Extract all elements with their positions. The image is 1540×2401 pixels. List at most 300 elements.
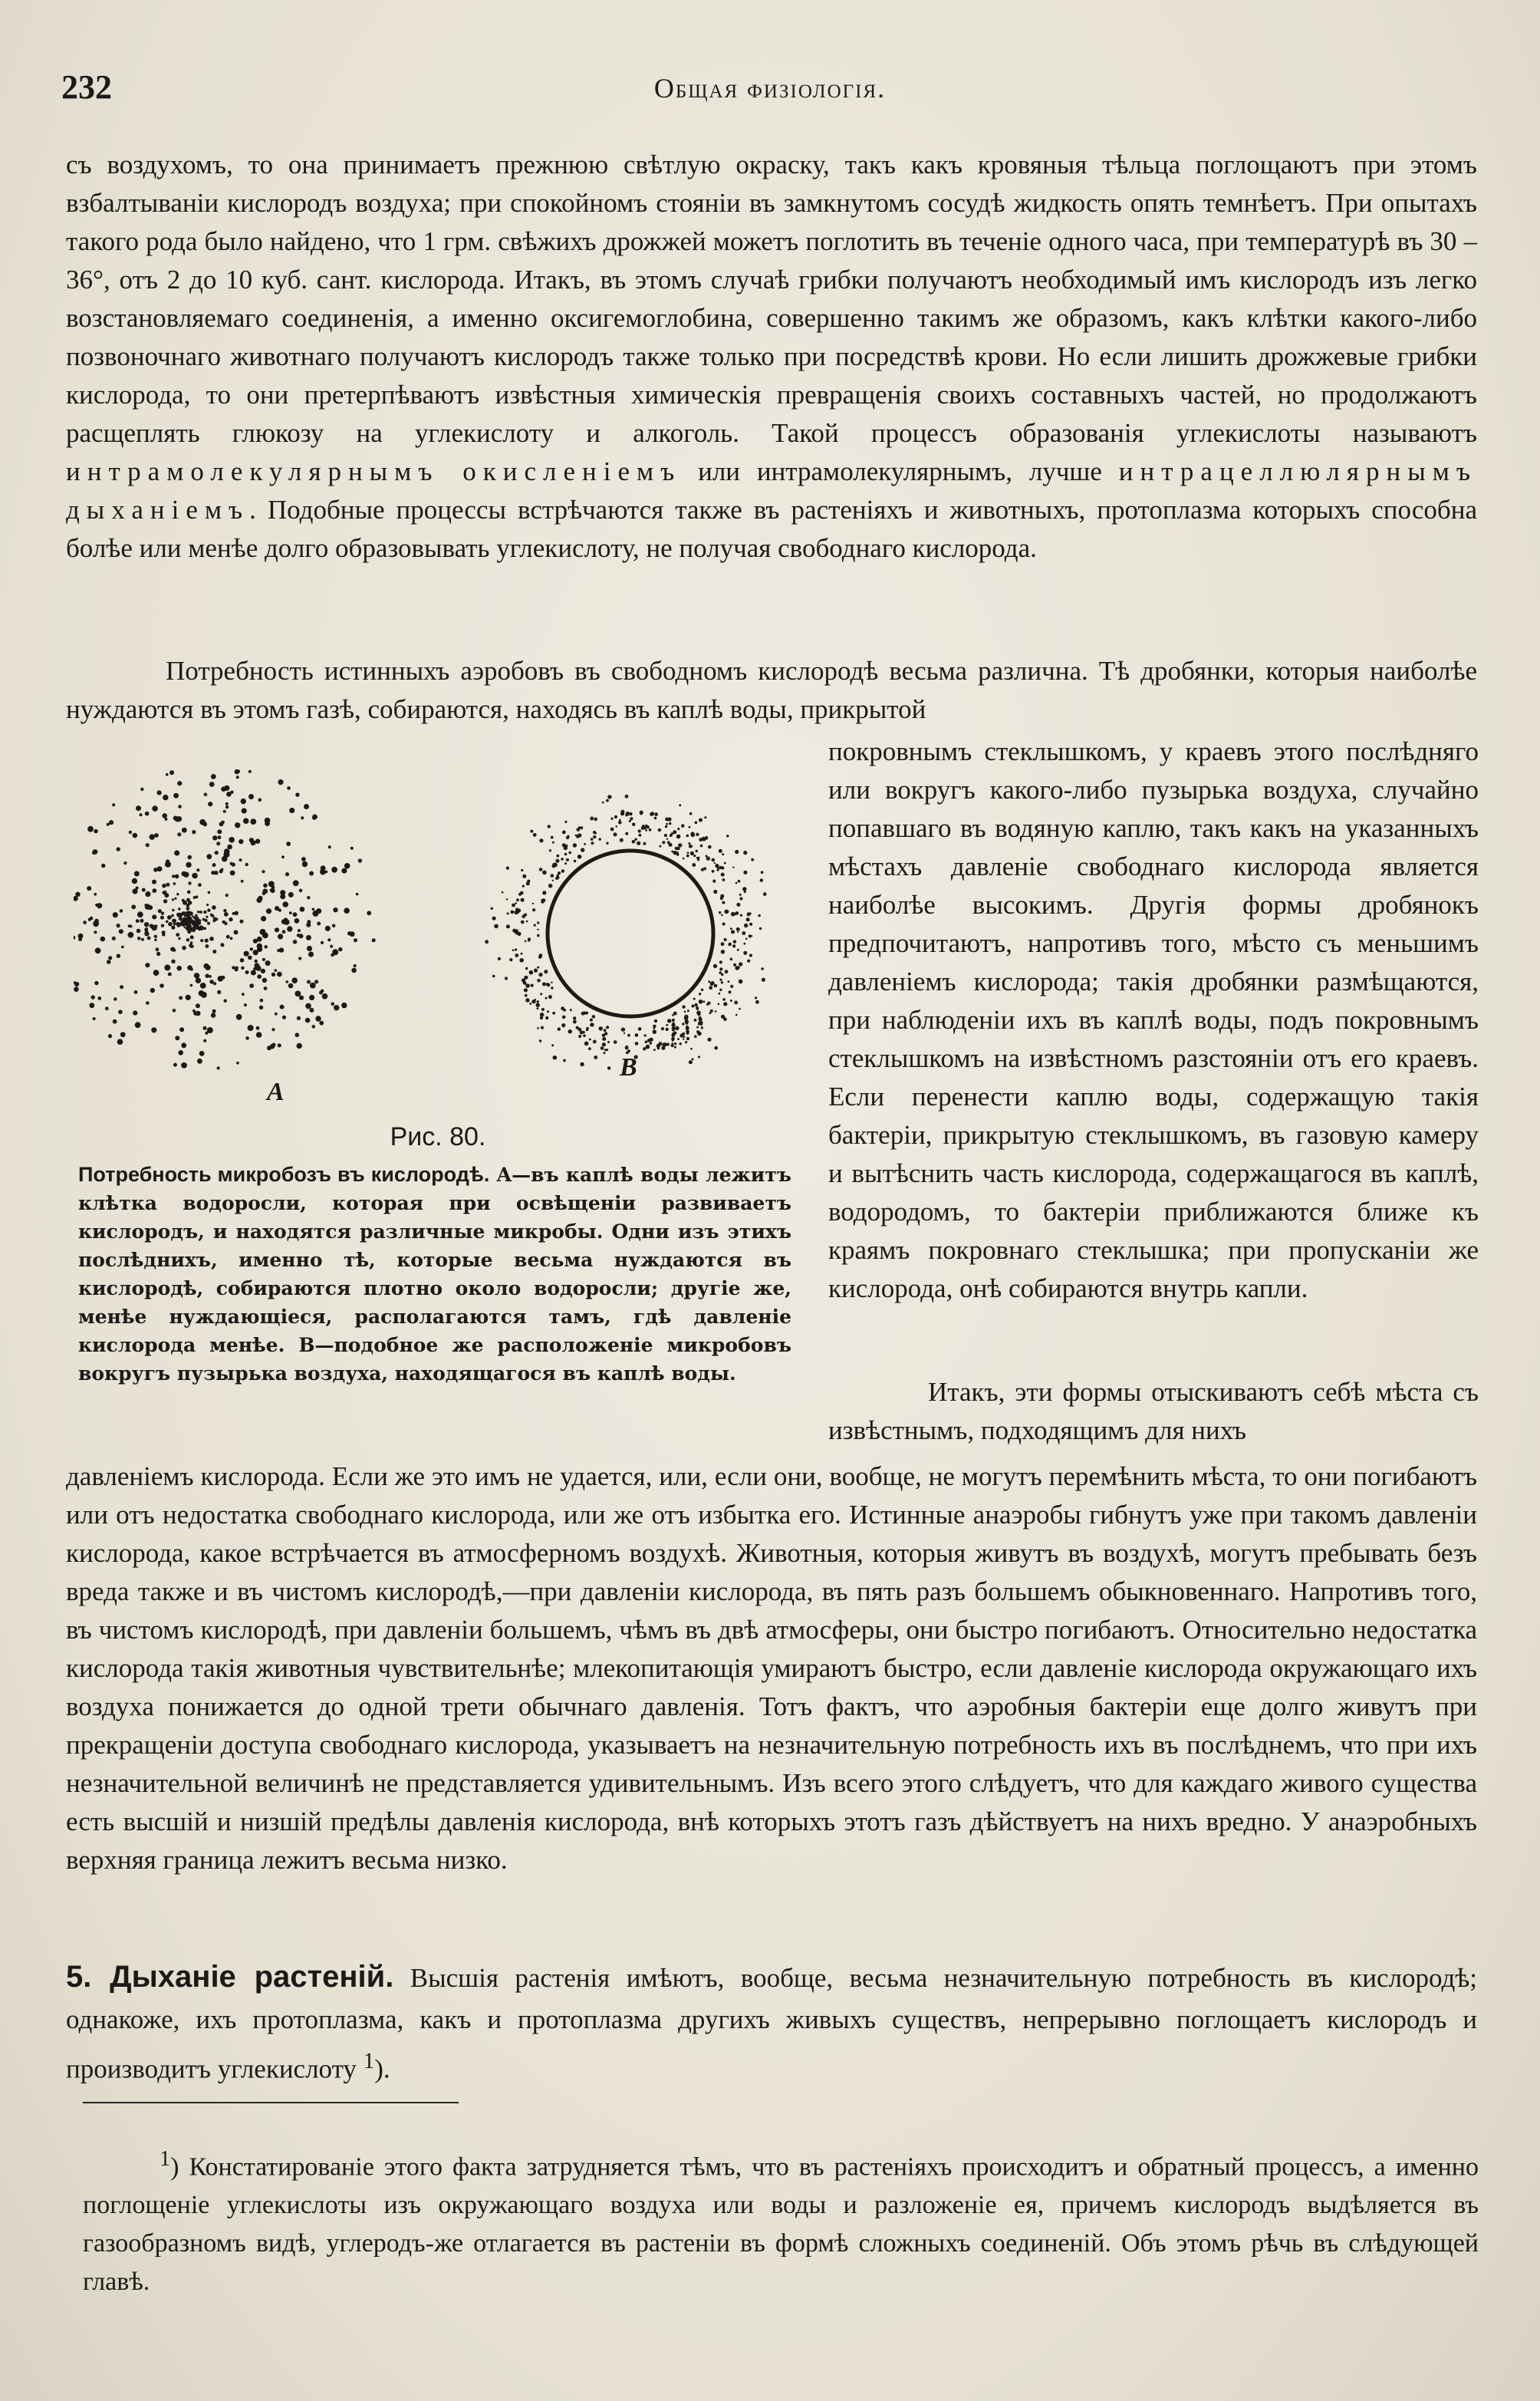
microbe-dot bbox=[591, 838, 594, 841]
microbe-dot bbox=[552, 865, 556, 868]
microbe-dot bbox=[709, 986, 712, 990]
microbe-dot bbox=[694, 1019, 697, 1022]
microbe-dot bbox=[152, 914, 156, 919]
microbe-dot bbox=[706, 856, 710, 860]
microbe-dot bbox=[136, 919, 140, 923]
microbe-dot bbox=[721, 950, 725, 953]
microbe-dot bbox=[144, 931, 149, 936]
microbe-dot bbox=[222, 856, 228, 862]
microbe-dot bbox=[164, 964, 170, 970]
microbe-dot bbox=[107, 960, 111, 964]
microbe-dot bbox=[177, 781, 182, 786]
microbe-dot bbox=[512, 949, 515, 951]
microbe-dot bbox=[547, 983, 551, 987]
microbe-dot bbox=[695, 822, 698, 825]
microbe-dot bbox=[224, 786, 229, 791]
paragraph-2-continuation: покровнымъ стеклышкомъ, у краевъ этого послѣдняго или вокругъ какого-либо пузырька воздуха, случайно попавшаго въ водяную каплю, такъ какъ на указанныхъ мѣстахъ давленіе свободнаго кислорода является наиболѣе высокимъ. Другія формы дробянокъ предпочитаютъ, напротивъ того, мѣсто съ меньшимъ давленіемъ кислорода; такія дробянки размѣщаются, при наблюденіи ихъ въ каплѣ воды, подъ покровнымъ стеклышкомъ на извѣстномъ разстояніи отъ его краевъ. Если перенести каплю воды, содержащую такія бактеріи, прикрытую стеклышкомъ, въ газовую камеру и вытѣснить часть кислорода, содержащагося въ каплѣ, водородомъ, то бактеріи приближаются ближе къ краямъ покровнаго стеклышка; при пропусканіи же кислорода, онѣ собираются внутрь капли. bbox=[828, 736, 1479, 1303]
microbe-dot bbox=[689, 1060, 693, 1064]
microbe-dot bbox=[212, 1009, 216, 1013]
microbe-dot bbox=[515, 902, 517, 904]
microbe-dot bbox=[182, 871, 187, 877]
microbe-dot bbox=[722, 901, 725, 904]
microbe-dot bbox=[675, 1026, 679, 1030]
microbe-dot bbox=[629, 820, 631, 822]
microbe-dot bbox=[509, 958, 512, 961]
microbe-dot bbox=[593, 835, 596, 838]
microbe-dot bbox=[564, 853, 568, 856]
microbe-dot bbox=[542, 891, 546, 894]
microbe-dot bbox=[521, 898, 525, 902]
microbe-dot bbox=[763, 892, 767, 896]
microbe-dot bbox=[524, 988, 528, 992]
microbe-dot bbox=[662, 841, 665, 844]
microbe-dot bbox=[516, 898, 519, 901]
microbe-dot bbox=[698, 1056, 700, 1058]
microbe-dot bbox=[610, 818, 613, 820]
microbe-dot bbox=[711, 981, 715, 985]
term-intramolecular-oxidation: интрамолекулярнымъ окисленіемъ bbox=[66, 456, 682, 486]
microbe-dot bbox=[215, 851, 219, 855]
microbe-dot bbox=[172, 919, 176, 923]
microbe-dot bbox=[147, 937, 151, 940]
microbe-dot bbox=[176, 966, 182, 971]
microbe-dot bbox=[248, 1025, 254, 1031]
microbe-dot bbox=[719, 911, 721, 914]
microbe-dot bbox=[592, 1015, 595, 1018]
microbe-dot bbox=[101, 864, 105, 868]
microbe-dot bbox=[225, 894, 229, 897]
microbe-dot bbox=[602, 802, 604, 804]
microbe-dot bbox=[678, 843, 682, 847]
microbe-dot bbox=[236, 776, 239, 779]
microbe-dot bbox=[295, 792, 299, 796]
microbe-dot bbox=[219, 822, 224, 826]
page-number: 232 bbox=[61, 68, 112, 106]
microbe-dot bbox=[666, 838, 668, 840]
microbe-dot bbox=[533, 833, 537, 837]
microbe-dot bbox=[254, 963, 259, 968]
microbe-dot bbox=[660, 845, 662, 848]
microbe-dot bbox=[540, 993, 542, 995]
microbe-dot bbox=[169, 770, 174, 775]
microbe-dot bbox=[532, 908, 535, 911]
microbe-dot bbox=[172, 898, 174, 901]
microbe-dot bbox=[174, 897, 176, 900]
microbe-dot bbox=[189, 944, 192, 947]
microbe-dot bbox=[282, 901, 288, 907]
microbe-dot bbox=[289, 808, 295, 813]
microbe-dot bbox=[749, 934, 752, 937]
microbe-dot bbox=[142, 888, 146, 892]
microbe-dot bbox=[341, 868, 347, 874]
microbe-dot bbox=[519, 958, 524, 963]
microbe-dot bbox=[154, 935, 157, 938]
microbe-dot bbox=[175, 874, 179, 879]
microbe-dot bbox=[321, 865, 326, 871]
microbe-dot bbox=[602, 1034, 605, 1037]
microbe-dot bbox=[145, 904, 151, 910]
microbe-dot bbox=[299, 934, 304, 938]
microbe-dot bbox=[244, 1003, 247, 1006]
microbe-dot bbox=[204, 919, 207, 922]
microbe-dot bbox=[537, 929, 538, 930]
microbe-dot bbox=[614, 1040, 617, 1044]
microbe-dot bbox=[525, 940, 527, 943]
microbe-dot bbox=[132, 878, 137, 884]
microbe-dot bbox=[150, 834, 155, 839]
microbe-dot bbox=[638, 829, 641, 832]
microbe-dot bbox=[537, 1027, 539, 1029]
microbe-dot bbox=[726, 835, 729, 837]
microbe-dot bbox=[522, 874, 526, 878]
paragraph-2: Потребность истинныхъ аэробовъ въ свободномъ кислородѣ весьма различна. Тѣ дробянки, которыя наиболѣе нуждаются въ этомъ газѣ, собираются, находясь въ каплѣ воды, прикрытой bbox=[66, 656, 1477, 724]
microbe-dot bbox=[129, 831, 132, 834]
microbe-dot bbox=[229, 837, 235, 843]
footnote-divider bbox=[83, 2102, 459, 2103]
microbe-dot bbox=[723, 1002, 727, 1006]
microbe-dot bbox=[743, 943, 745, 945]
microbe-dot bbox=[144, 922, 149, 927]
microbe-dot bbox=[545, 997, 548, 1000]
microbe-dot bbox=[205, 974, 209, 978]
microbe-dot bbox=[140, 919, 143, 923]
microbe-dot bbox=[74, 896, 78, 901]
microbe-dot bbox=[285, 980, 288, 983]
microbe-dot bbox=[578, 855, 582, 859]
microbe-dot bbox=[89, 1003, 94, 1008]
microbe-dot bbox=[639, 834, 642, 837]
microbe-dot bbox=[708, 845, 712, 849]
microbe-dot bbox=[288, 892, 294, 897]
microbe-dot bbox=[689, 845, 693, 848]
microbe-dot bbox=[341, 1003, 347, 1008]
microbe-dot bbox=[117, 924, 120, 927]
microbe-dot bbox=[591, 842, 594, 845]
paragraph-1-text-c: . Подобные процессы встрѣчаются также въ растеніяхъ и животныхъ, протоплазма которыхъ способна болѣе или менѣе долго образовывать углекислоту, не получая свободнаго кислорода. bbox=[66, 495, 1477, 563]
microbe-dot bbox=[722, 923, 726, 926]
microbe-dot bbox=[191, 919, 194, 922]
microbe-dot bbox=[173, 948, 176, 951]
microbe-dot bbox=[186, 995, 191, 1000]
footnote-reference[interactable]: 1 bbox=[363, 2049, 375, 2073]
microbe-dot bbox=[196, 1003, 200, 1008]
microbe-dot bbox=[498, 957, 501, 960]
microbe-dot bbox=[686, 1033, 689, 1035]
microbe-dot bbox=[190, 935, 194, 939]
microbe-dot bbox=[739, 980, 743, 984]
microbe-dot bbox=[128, 932, 134, 938]
microbe-dot bbox=[635, 1033, 639, 1037]
microbe-dot bbox=[506, 867, 509, 870]
microbe-dot bbox=[113, 1019, 117, 1024]
microbe-dot bbox=[175, 1036, 179, 1040]
microbe-dot bbox=[738, 880, 741, 883]
microbe-dot bbox=[121, 946, 124, 949]
microbe-dot bbox=[188, 881, 191, 884]
microbe-dot bbox=[120, 985, 123, 989]
microbe-dot bbox=[525, 994, 528, 997]
microbe-dot bbox=[505, 977, 508, 980]
microbe-dot bbox=[158, 909, 162, 913]
microbe-dot bbox=[209, 782, 215, 787]
air-bubble bbox=[548, 851, 713, 1016]
microbe-dot bbox=[236, 1062, 239, 1065]
microbe-dot bbox=[265, 960, 271, 966]
microbe-dot bbox=[630, 817, 633, 820]
microbe-dot bbox=[197, 1059, 202, 1064]
microbe-dot bbox=[532, 903, 534, 904]
microbe-dot bbox=[521, 921, 525, 924]
microbe-dot bbox=[672, 1014, 674, 1016]
microbe-dot bbox=[97, 996, 101, 1000]
microbe-dot bbox=[687, 851, 689, 854]
microbe-dot bbox=[676, 847, 680, 851]
microbe-dot bbox=[618, 821, 622, 825]
microbe-dot bbox=[257, 947, 262, 952]
microbe-dot bbox=[692, 1005, 695, 1008]
microbe-dot bbox=[551, 836, 554, 839]
microbe-dot bbox=[173, 882, 176, 885]
microbe-dot bbox=[664, 834, 667, 837]
microbe-dot bbox=[156, 947, 160, 951]
microbe-dot bbox=[627, 1034, 630, 1037]
microbe-dot bbox=[760, 878, 763, 881]
microbe-dot bbox=[119, 929, 123, 934]
microbe-dot bbox=[530, 1003, 532, 1005]
microbe-dot bbox=[521, 953, 523, 955]
microbe-dot bbox=[680, 1042, 682, 1045]
microbe-dot bbox=[178, 907, 180, 910]
microbe-dot bbox=[705, 836, 709, 840]
microbe-dot bbox=[286, 842, 291, 846]
microbe-dot bbox=[701, 1026, 703, 1029]
microbe-dot bbox=[325, 926, 331, 931]
microbe-dot bbox=[293, 940, 298, 944]
microbe-dot bbox=[689, 826, 691, 828]
microbe-dot bbox=[157, 866, 163, 871]
microbe-dot bbox=[114, 997, 117, 1000]
microbe-dot bbox=[539, 868, 543, 871]
microbe-dot bbox=[197, 911, 199, 913]
microbe-dot bbox=[179, 996, 183, 1000]
microbe-dot bbox=[207, 1027, 213, 1033]
microbe-dot bbox=[593, 831, 596, 834]
microbe-dot bbox=[722, 878, 726, 881]
microbe-dot bbox=[78, 934, 84, 939]
microbe-dot bbox=[168, 973, 172, 977]
microbe-dot bbox=[287, 926, 292, 931]
microbe-dot bbox=[724, 862, 726, 865]
microbe-dot bbox=[566, 858, 569, 861]
microbe-dot bbox=[734, 913, 737, 916]
microbe-dot bbox=[137, 937, 141, 940]
microbe-dot bbox=[112, 803, 115, 806]
microbe-dot bbox=[719, 866, 722, 869]
microbe-dot bbox=[761, 871, 764, 874]
microbe-dot bbox=[309, 871, 314, 876]
page-header bbox=[61, 68, 1479, 114]
microbe-dot bbox=[673, 851, 677, 855]
microbe-dot bbox=[494, 924, 499, 929]
microbe-dot bbox=[136, 887, 139, 890]
microbe-dot bbox=[561, 1023, 565, 1027]
microbe-dot bbox=[502, 891, 504, 894]
microbe-dot bbox=[344, 907, 350, 914]
microbe-dot bbox=[107, 823, 110, 826]
microbe-dot bbox=[721, 981, 723, 983]
microbe-dot bbox=[235, 822, 240, 828]
microbe-dot bbox=[718, 993, 720, 995]
microbe-dot bbox=[150, 988, 155, 993]
microbe-dot bbox=[308, 952, 314, 957]
microbe-cluster-a bbox=[74, 769, 376, 1070]
microbe-dot bbox=[182, 828, 187, 833]
figure-caption-title: Потребность микробозъ въ кислородѣ. bbox=[78, 1163, 490, 1186]
microbe-dot bbox=[715, 1010, 717, 1013]
microbe-dot bbox=[541, 899, 543, 901]
microbe-dot bbox=[698, 1013, 701, 1016]
microbe-dot bbox=[563, 1009, 566, 1012]
microbe-dot bbox=[683, 858, 685, 860]
microbe-dot bbox=[544, 970, 548, 973]
microbe-dot bbox=[307, 980, 311, 984]
microbe-dot bbox=[317, 922, 321, 926]
microbe-dot bbox=[686, 1026, 689, 1030]
microbe-dot bbox=[719, 979, 722, 981]
microbe-dot bbox=[702, 837, 704, 839]
microbe-dot bbox=[663, 1042, 666, 1046]
paragraph-1 bbox=[66, 146, 1477, 568]
microbe-dot bbox=[181, 1042, 186, 1048]
microbe-dot bbox=[606, 842, 608, 845]
microbe-dot bbox=[564, 862, 567, 865]
figure-illustration bbox=[74, 756, 802, 1116]
microbe-dot bbox=[515, 953, 518, 957]
microbe-dot bbox=[697, 1032, 702, 1036]
microbe-dot bbox=[160, 983, 164, 988]
microbe-dot bbox=[573, 843, 577, 847]
microbe-dot bbox=[573, 1020, 577, 1024]
microbe-dot bbox=[137, 929, 141, 934]
microbe-dot bbox=[350, 931, 355, 937]
microbe-dot bbox=[650, 812, 653, 816]
microbe-dot bbox=[217, 1066, 220, 1069]
microbe-dot bbox=[593, 1040, 597, 1044]
microbe-dot bbox=[354, 938, 357, 942]
microbe-dot bbox=[173, 1009, 176, 1013]
microbe-dot bbox=[241, 880, 244, 883]
microbe-dot bbox=[607, 795, 611, 799]
microbe-dot bbox=[94, 919, 99, 924]
microbe-dot bbox=[712, 870, 715, 873]
microbe-dot bbox=[133, 833, 138, 838]
microbe-dot bbox=[703, 1000, 705, 1003]
microbe-dot bbox=[192, 873, 196, 878]
microbe-dot bbox=[309, 1008, 314, 1013]
microbe-dot bbox=[136, 805, 141, 811]
microbe-dot bbox=[589, 1039, 591, 1041]
microbe-dot bbox=[120, 909, 123, 913]
microbe-dot bbox=[686, 835, 689, 838]
microbe-dot bbox=[310, 983, 316, 989]
microbe-dot bbox=[603, 1052, 605, 1054]
microbe-dot bbox=[262, 978, 267, 983]
microbe-dot bbox=[621, 1028, 625, 1032]
microbe-dot bbox=[714, 862, 716, 864]
microbe-dot bbox=[172, 909, 174, 911]
microbe-dot bbox=[200, 983, 206, 989]
microbe-dot bbox=[226, 935, 230, 939]
microbe-dot bbox=[193, 896, 196, 899]
microbe-dot bbox=[525, 998, 529, 1002]
microbe-dot bbox=[524, 914, 527, 917]
microbe-dot bbox=[334, 1005, 339, 1010]
microbe-dot bbox=[717, 868, 719, 871]
microbe-dot bbox=[561, 858, 564, 861]
microbe-dot bbox=[537, 1000, 539, 1003]
microbe-dot bbox=[344, 863, 350, 869]
microbe-dot bbox=[583, 1034, 586, 1037]
microbe-dot bbox=[699, 1000, 703, 1004]
microbe-dot bbox=[645, 1041, 648, 1044]
microbe-dot bbox=[203, 963, 209, 969]
microbe-dot bbox=[151, 925, 157, 931]
microbe-dot bbox=[491, 907, 493, 910]
microbe-dot bbox=[187, 891, 191, 894]
microbe-dot bbox=[161, 912, 164, 915]
microbe-dot bbox=[684, 1015, 688, 1019]
microbe-dot bbox=[735, 882, 738, 884]
microbe-dot bbox=[713, 890, 717, 894]
microbe-dot bbox=[271, 973, 275, 977]
microbe-dot bbox=[699, 838, 703, 842]
microbe-dot bbox=[737, 967, 739, 969]
microbe-dot bbox=[690, 1048, 693, 1050]
microbe-dot bbox=[521, 869, 523, 871]
microbe-dot bbox=[261, 969, 265, 973]
microbe-dot bbox=[305, 1003, 311, 1009]
microbe-dot bbox=[674, 1042, 676, 1045]
microbe-dot bbox=[248, 770, 252, 773]
microbe-dot bbox=[209, 980, 214, 984]
microbe-dot bbox=[321, 941, 324, 944]
figure-label-a: A bbox=[267, 1078, 285, 1106]
microbe-dot bbox=[234, 930, 239, 934]
microbe-dot bbox=[726, 911, 729, 914]
microbe-dot bbox=[358, 858, 362, 862]
microbe-dot bbox=[718, 1003, 720, 1006]
microbe-dot bbox=[203, 1039, 206, 1042]
microbe-dot bbox=[224, 1000, 227, 1003]
microbe-dot bbox=[688, 842, 690, 845]
microbe-dot bbox=[92, 851, 96, 855]
microbe-dot bbox=[721, 1015, 725, 1019]
microbe-dot bbox=[95, 904, 98, 907]
microbe-dot bbox=[586, 1029, 588, 1031]
microbe-dot bbox=[93, 1017, 96, 1020]
microbe-dot bbox=[693, 998, 696, 1000]
microbe-dot bbox=[245, 863, 248, 866]
microbe-dot bbox=[307, 920, 311, 924]
microbe-dot bbox=[282, 1016, 286, 1019]
microbe-dot bbox=[602, 1037, 606, 1041]
microbe-dot bbox=[590, 817, 594, 821]
microbe-dot bbox=[151, 1027, 156, 1033]
microbe-dot bbox=[682, 1023, 684, 1025]
microbe-dot bbox=[552, 1012, 555, 1015]
microbe-dot bbox=[166, 921, 169, 924]
microbe-dot bbox=[100, 937, 106, 942]
